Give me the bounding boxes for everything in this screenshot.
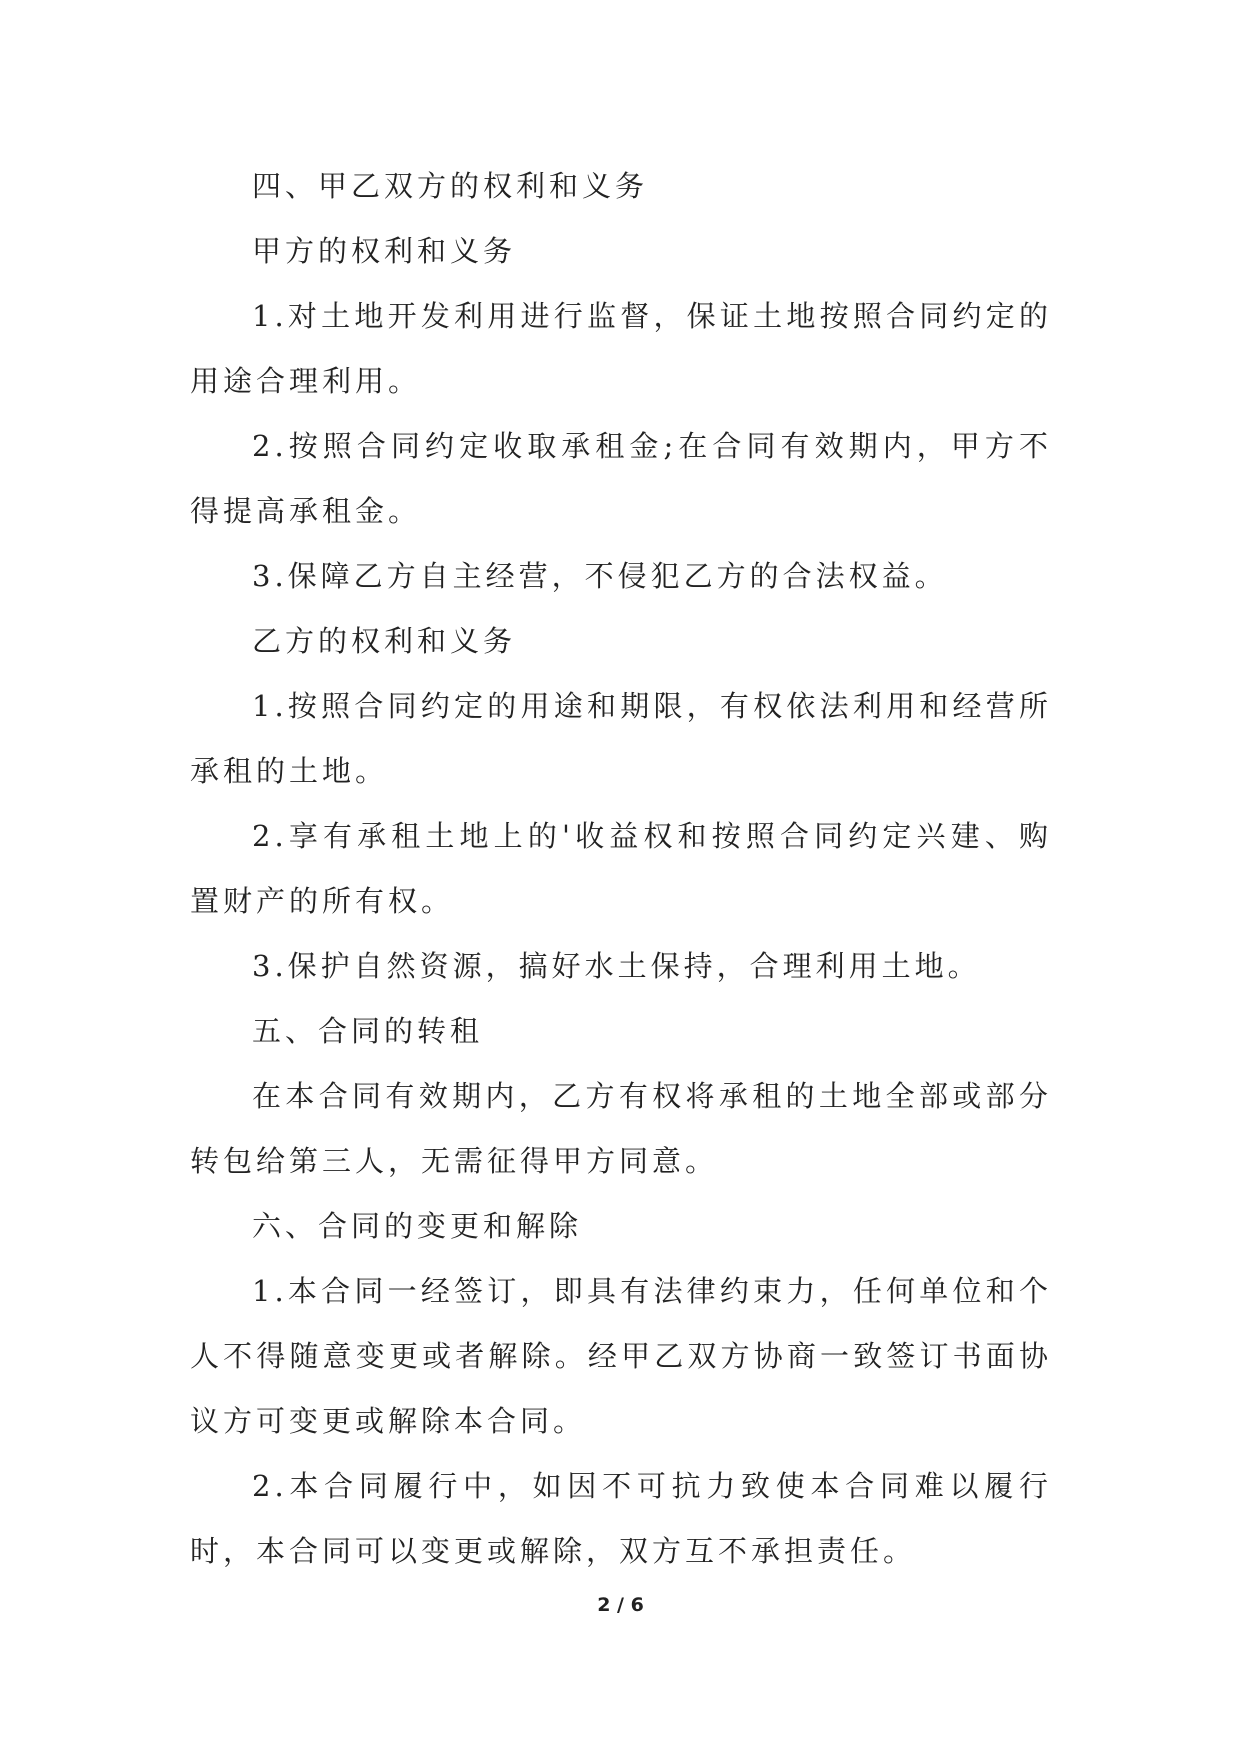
subheading-party-a: 甲方的权利和义务 [252,234,517,268]
paragraph: 1.按照合同约定的用途和期限，有权依法利用和经营所承租的土地。 [190,689,1052,788]
section-heading-rights: 四、甲乙双方的权利和义务 [252,169,649,203]
paragraph: 1.对土地开发利用进行监督，保证土地按照合同约定的用途合理利用。 [190,299,1052,398]
section-heading-sublease: 五、合同的转租 [252,1014,484,1048]
document-body [190,154,1052,1584]
paragraph: 2.享有承租土地上的'收益权和按照合同约定兴建、购置财产的所有权。 [190,819,1052,918]
paragraph: 2.本合同履行中，如因不可抗力致使本合同难以履行时，本合同可以变更或解除，双方互不承担责任。 [190,1469,1052,1568]
paragraph: 3.保障乙方自主经营，不侵犯乙方的合法权益。 [252,559,948,593]
paragraph: 2.按照合同约定收取承租金;在合同有效期内，甲方不得提高承租金。 [190,429,1052,528]
paragraph: 在本合同有效期内，乙方有权将承租的土地全部或部分转包给第三人，无需征得甲方同意。 [190,1079,1052,1178]
paragraph: 3.保护自然资源，搞好水土保持，合理利用土地。 [252,949,981,983]
page-number: 2 / 6 [597,1594,644,1616]
paragraph: 1.本合同一经签订，即具有法律约束力，任何单位和个人不得随意变更或者解除。经甲乙双方协商一致签订书面协议方可变更或解除本合同。 [190,1274,1052,1438]
section-heading-change: 六、合同的变更和解除 [252,1209,583,1243]
subheading-party-b: 乙方的权利和义务 [252,624,517,658]
